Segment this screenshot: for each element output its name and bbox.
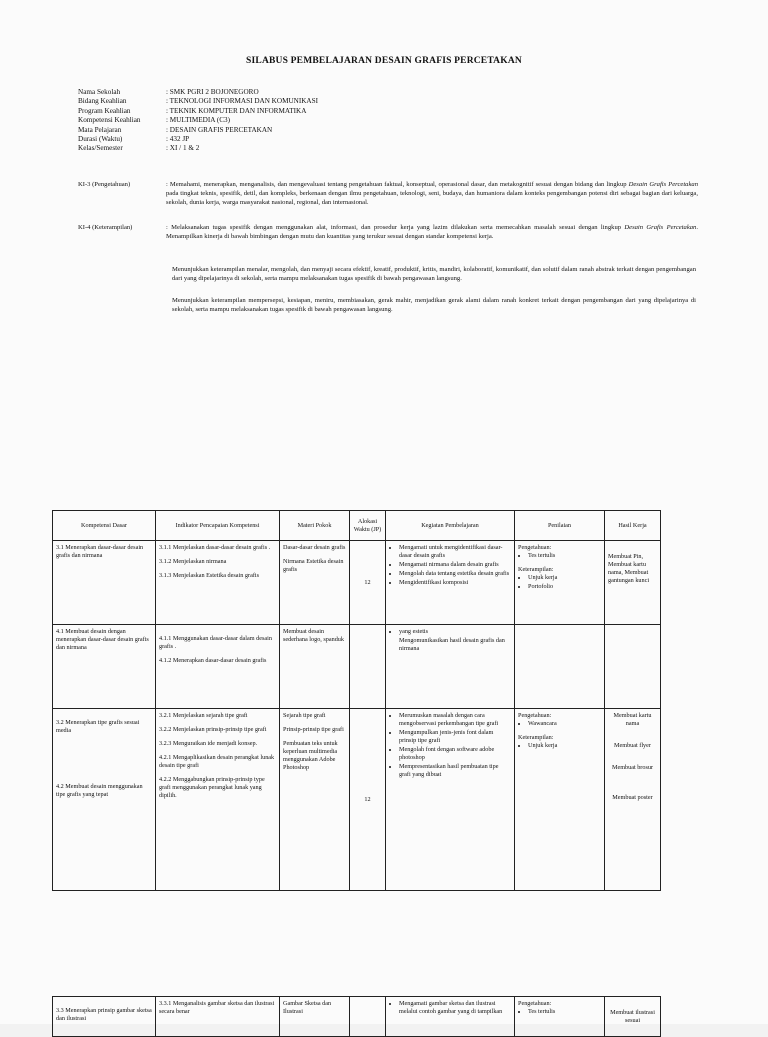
materi-item: Sejarah tipe grafi (283, 712, 326, 719)
kegiatan-item: • Mengolah data tentang estetika desain grafis (399, 570, 511, 578)
col-header: Penilaian (515, 511, 605, 541)
syllabus-table-continued (52, 996, 661, 1037)
info-value: : SMK PGRI 2 BOJONEGORO (166, 88, 259, 96)
info-value: : MULTIMEDIA (C3) (166, 116, 231, 125)
info-row (78, 144, 318, 153)
info-value: : DESAIN GRAFIS PERCETAKAN (166, 125, 273, 134)
penilaian-cell (515, 709, 605, 891)
col-header: Kompetensi Dasar (53, 511, 156, 541)
penilaian-item: • Tes tertulis (528, 552, 601, 560)
kegiatan-cell (386, 997, 515, 1037)
table-row (53, 541, 661, 625)
kd-cell: 3.1 Menerapkan dasar-dasar desain grafis dan nirmana (53, 541, 156, 625)
jp-cell: 12 (350, 541, 386, 625)
hasil-cell: Membuat ilustrasi sesuai (605, 997, 661, 1037)
penilaian-heading: Pengetahuan: (518, 712, 552, 719)
penilaian-item: • Wawancara (528, 720, 601, 728)
info-row (78, 97, 318, 106)
ki4-section (78, 223, 698, 241)
kd-item: 3.2 Menerapkan tipe grafis sesuai media (56, 719, 140, 734)
indicator-cell (156, 625, 280, 709)
col-header: Indikator Pencapaian Kompetensi (156, 511, 280, 541)
penilaian-heading: Pengetahuan: (518, 544, 552, 551)
penilaian-cell (515, 541, 605, 625)
school-info (78, 88, 318, 154)
info-label: Nama Sekolah (78, 88, 121, 96)
penilaian-cell (515, 997, 605, 1037)
info-label: Kompetensi Keahlian (78, 116, 141, 125)
ki4-paragraph-2: Menunjukkan keterampilan mempersepsi, kesiapan, meniru, membiasakan, gerak mahir, menjadikan gerak alami dalam ranah konkret terkait dengan pengembangan dari yang dipelajarinya di sekolah, serta mampu melaksanakan tugas spesifik di bawah pengawasan langsung. (172, 297, 696, 314)
materi-cell: Gambar Sketsa dan Ilustrasi (280, 997, 350, 1037)
indicator-item: 3.2.2 Menjelaskan prinsip-prinsip tipe grafi (159, 726, 267, 733)
penilaian-item: • Unjuk kerja (528, 574, 601, 582)
jp-cell (350, 625, 386, 709)
hasil-cell (605, 625, 661, 709)
penilaian-heading: Keterampilan: (518, 734, 554, 741)
indicator-item: 4.2.2 Menggabungkan prinsip-prinsip type grafi menggunakan perangkat lunak yang dipilih. (159, 776, 265, 799)
indicator-item: 3.1.2 Menjelaskan nirmana (159, 558, 227, 565)
ki4-text-part: . Menampilkan kinerja di bawah bimbingan dengan mutu dan kuantitas yang terukur sesuai dengan standar kompetensi kerja. (166, 224, 698, 241)
col-header: Alokasi Waktu (JP) (350, 511, 386, 541)
penilaian-cell (515, 625, 605, 709)
indicator-item: 3.2.1 Menjelaskan sejarah tipe grafi (159, 712, 248, 719)
syllabus-table (52, 510, 661, 891)
info-label: Bidang Keahlian (78, 97, 127, 106)
hasil-item: Membuat poster (612, 794, 653, 801)
table-row (53, 997, 661, 1037)
kegiatan-cell (386, 709, 515, 891)
kd-cell: 3.3 Menerapkan prinsip gambar sketsa dan ilustrasi (53, 997, 156, 1037)
penilaian-item: • Unjuk kerja (528, 742, 601, 750)
materi-cell: Membuat desain sederhana logo, spanduk (280, 625, 350, 709)
kegiatan-item: • Merumuskan masalah dengan cara mengobservasi perkembangan tipe grafi (399, 712, 511, 728)
hasil-item: Membuat kartu nama (613, 712, 652, 727)
kegiatan-item: Mengomunikasikan hasil desain grafis dan nirmana (399, 637, 505, 652)
indicator-cell: 3.3.1 Menganalisis gambar sketsa dan ilustrasi secara benar (156, 997, 280, 1037)
ki3-text (166, 180, 698, 208)
table-row (53, 709, 661, 891)
info-row (78, 135, 318, 144)
ki3-text-part: : Memahami, menerapkan, menganalisis, dan mengevaluasi tentang pengetahuan faktual, konseptual, operasional dasar, dan metakognitif sesuai dengan bidang dan lingkup (166, 181, 629, 188)
ki4-text-italic: Desain Grafis Percetakan (624, 224, 697, 231)
indicator-item: 3.1.3 Menjelaskan Estetika desain grafis (159, 572, 260, 579)
hasil-item: Membuat flyer (614, 742, 651, 749)
materi-item: Pembuatan teks untuk keperluan multimedia menggunakan Adobe Photoshop (283, 740, 338, 771)
kegiatan-item: • Mengidentifikasi komposisi (399, 579, 511, 587)
penilaian-item: • Portofolio (528, 583, 601, 591)
info-label: Mata Pelajaran (78, 125, 122, 134)
indicator-item: 3.2.3 Menguraikan ide menjadi konsep. (159, 740, 258, 747)
materi-item: Prinsip-prinsip tipe grafi (283, 726, 344, 733)
col-header: Materi Pokok (280, 511, 350, 541)
kegiatan-item: • Mengamati gambar sketsa dan ilustrasi melalui contoh gambar yang di tampilkan (399, 1000, 511, 1016)
ki4-paragraph-1: Menunjukkan keterampilan menalar, mengolah, dan menyaji secara efektif, kreatif, produktif, kritis, mandiri, kolaboratif, komunikatif, dan solutif dalam ranah abstrak terkait dengan pengembangan dari yang dipelajarinya di sekolah, serta mampu melaksanakan tugas spesifik di bawah pengawasan langsung. (172, 266, 696, 283)
indicator-cell (156, 709, 280, 891)
jp-cell: 12 (350, 709, 386, 891)
kegiatan-item: • Mengamati nirmana dalam desain grafis (399, 561, 511, 569)
info-label: Program Keahlian (78, 106, 131, 115)
hasil-cell: Membuat Pin, Membuat kartu nama, Membuat gantungan kunci (605, 541, 661, 625)
kd-cell: 4.1 Membuat desain dengan menerapkan dasar-dasar desain grafis dan nirmana (53, 625, 156, 709)
penilaian-heading: Pengetahuan: (518, 1000, 552, 1007)
indicator-item: 4.1.2 Menerapkan dasar-dasar desain grafis (159, 657, 267, 664)
table-header-row (53, 511, 661, 541)
materi-cell (280, 709, 350, 891)
ki3-label: KI-3 (Pengetahuan) (78, 181, 131, 188)
info-label: Kelas/Semester (78, 144, 123, 153)
materi-cell (280, 541, 350, 625)
info-value: : TEKNOLOGI INFORMASI DAN KOMUNIKASI (166, 97, 319, 106)
kegiatan-item: • Mengolah font dengan software adobe photoshop (399, 746, 511, 762)
info-value: : XI / 1 & 2 (166, 144, 200, 153)
col-header: Hasil Kerja (605, 511, 661, 541)
info-row (78, 126, 318, 135)
kegiatan-cell (386, 541, 515, 625)
kegiatan-item: • Mengumpulkan jenis-jenis font dalam prinsip tipe grafi (399, 729, 511, 745)
penilaian-heading: Keterampilan: (518, 566, 554, 573)
kegiatan-cell (386, 625, 515, 709)
ki3-text-part: pada tingkat teknis, spesifik, detil, dan kompleks, berkenaan dengan ilmu pengetahuan, teknologi, seni, budaya, dan humaniora dalam konteks pengembangan potensi diri sebagai bagian dari keluarga, sekolah, dunia kerja, warga masyarakat nasional, regional, dan internasional. (166, 190, 698, 207)
info-row (78, 107, 318, 116)
info-row (78, 88, 318, 97)
penilaian-item: • Tes tertulis (528, 1008, 601, 1016)
kd-item: 4.2 Membuat desain menggunakan tipe grafis yang tepat (56, 783, 143, 798)
kegiatan-item: • Mengamati untuk mengidentifikasi dasar-dasar desain grafis (399, 544, 511, 560)
indicator-item: 4.2.1 Mengaplikasikan desain perangkat lunak desain tipe grafi (159, 754, 275, 769)
indicator-item: 4.1.1 Menggunakan dasar-dasar dalam desain grafis . (159, 635, 272, 650)
ki3-section (78, 180, 698, 208)
jp-cell (350, 997, 386, 1037)
kd-cell (53, 709, 156, 891)
ki3-text-italic: Desain Grafis Percetakan (628, 181, 698, 188)
table-row (53, 625, 661, 709)
info-value: : TEKNIK KOMPUTER DAN INFORMATIKA (166, 106, 307, 115)
indicator-item: 3.1.1 Menjelaskan dasar-dasar desain grafis . (159, 544, 271, 551)
hasil-item: Membuat brosur (611, 764, 654, 771)
document-title: SILABUS PEMBELAJARAN DESAIN GRAFIS PERCETAKAN (246, 56, 522, 66)
info-label: Durasi (Waktu) (78, 135, 123, 144)
indicator-cell (156, 541, 280, 625)
hasil-cell (605, 709, 661, 891)
col-header: Kegiatan Pembelajaran (386, 511, 515, 541)
ki4-label: KI-4 (Keterampilan) (78, 224, 133, 231)
kegiatan-item: • Mempresentasikan hasil pembuatan tipe grafi yang dibuat (399, 763, 511, 779)
info-row (78, 116, 318, 125)
info-value: : 432 JP (166, 135, 190, 144)
materi-item: Dasar-dasar desain grafis (283, 544, 346, 551)
kegiatan-item: • yang estetis (399, 628, 511, 636)
ki4-text-part: : Melaksanakan tugas spesifik dengan menggunakan alat, informasi, dan prosedur kerja yang lazim dilakukan serta memecahkan masalah sesuai dengan lingkup (166, 224, 625, 231)
materi-item: Nirmana Estetika desain grafis (283, 558, 344, 573)
ki4-text (166, 223, 698, 241)
